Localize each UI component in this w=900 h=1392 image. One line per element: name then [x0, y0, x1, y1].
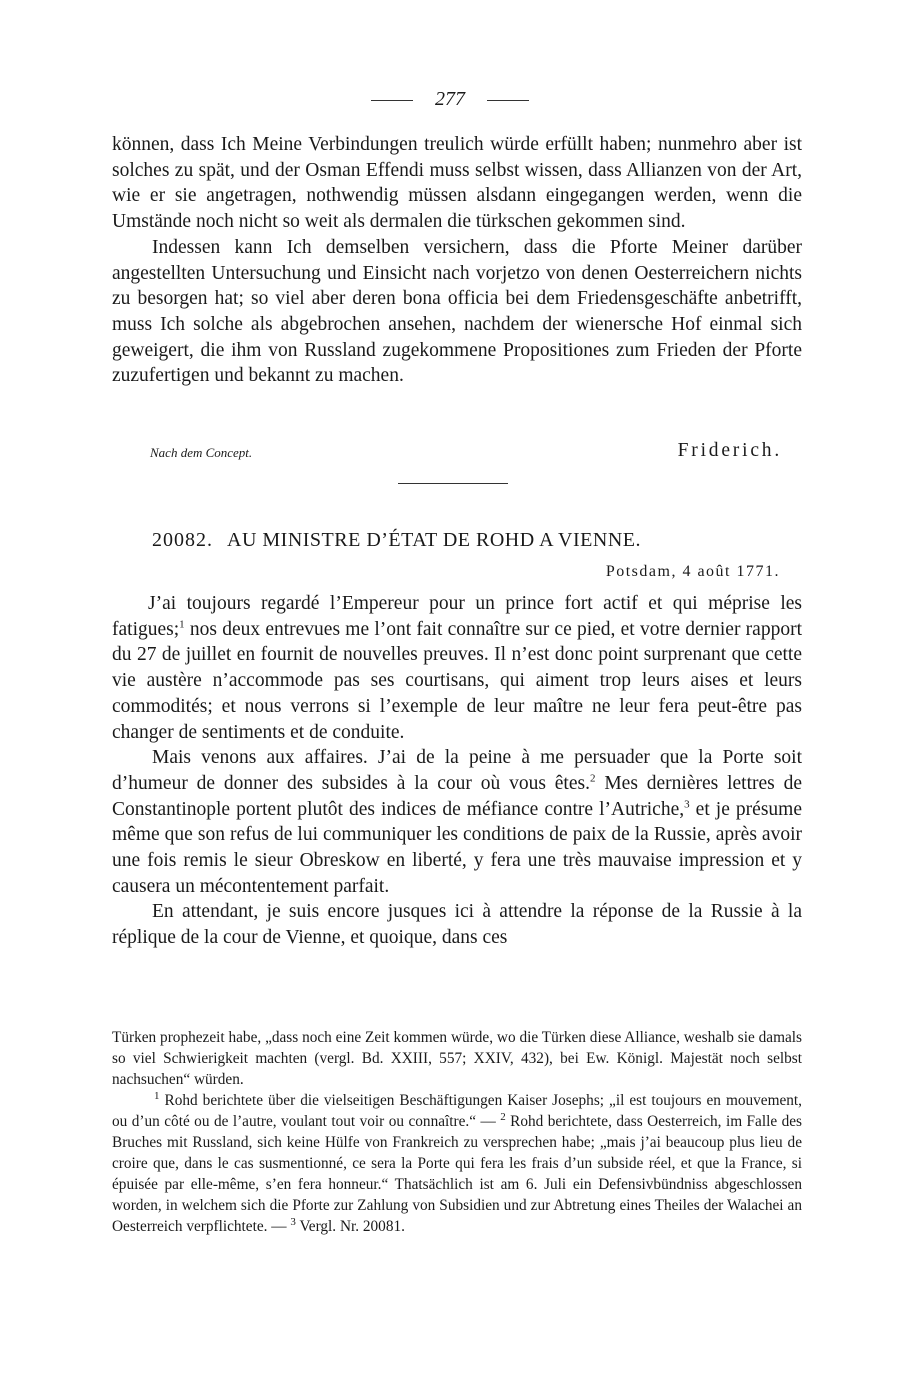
- footnote-ref: 1: [179, 618, 185, 631]
- header-rule-right: [487, 100, 529, 101]
- dateline: Potsdam, 4 août 1771.: [605, 563, 780, 580]
- footnote-continuation: Türken prophezeit habe, „dass noch eine Zeit kommen würde, wo die Türken diese Alliance, weshalb sie damals so viel Schwierigkeit machten (vergl. Bd. XXIII, 557; XXIV, 432), bei Ew. Königl. Majestät noch selbst nachsuchen“ würden.: [112, 1029, 802, 1088]
- paragraph: Indessen kann Ich demselben versichern, dass die Pforte Meiner darüber angestellten Untersuchung und Einsicht nach vorjetzo von denen Oesterreichern nichts zu besorgen hat; so viel aber deren bona officia bei dem Friedensgeschäfte anbetrifft, muss Ich solche als abgebrochen ansehen, nachdem der wienersche Hof einmal sich geweigert, die ihm von Russland zugekommene Propositiones zum Frieden der Pforte zuzufertigen und bekannt zu machen.: [112, 236, 802, 387]
- letter-continuation: [112, 132, 802, 389]
- footnote-mark: 1: [154, 1089, 160, 1102]
- section-divider: [398, 483, 508, 484]
- text-run: nos deux entrevues me l’ont fait connaître sur ce pied, et votre dernier rapport du 27 de juillet en fournit de nouvelles preuves. Il n’est donc point surprenant que cette vie austère n’accommode pas ses courtisans, qui aiment trop leurs aises et leurs commodités; et nous verrons si l’exemple de leur maître ne leur fera peut-être pas changer de sentiments et de conduite.: [112, 618, 802, 743]
- paragraph: [112, 591, 802, 745]
- footnote-ref: 2: [589, 772, 596, 785]
- paragraph: En attendant, je suis encore jusques ici à attendre la réponse de la Russie à la réplique de la cour de Vienne, et quoique, dans ces: [112, 901, 802, 949]
- page-number: 277: [435, 88, 465, 110]
- footnote-text: Rohd berichtete über die vielseitigen Beschäftigungen Kaiser Josephs; „il est toujours en mouvement, ou d’un côté ou de l’autre, voulant tout voir ou connaître.“ —: [112, 1092, 802, 1130]
- text-run: J’ai toujours regardé l’Empereur pour un prince fort actif et qui méprise les fatigues;: [112, 593, 802, 640]
- source-note: Nach dem Concept.: [150, 445, 253, 460]
- document-heading: [152, 529, 802, 552]
- paragraph: [112, 745, 802, 899]
- footnote-mark: 3: [290, 1215, 296, 1228]
- footnote-mark: 2: [500, 1110, 506, 1123]
- text-run: Mes dernières lettres de Constantinople portent plutôt des indices de méfiance contre l’Autriche,: [112, 772, 803, 820]
- footnote-ref: 3: [684, 798, 690, 811]
- footnote: [112, 1090, 802, 1237]
- footnote-text: Vergl. Nr. 20081.: [295, 1218, 405, 1235]
- signature: Friderich.: [677, 440, 782, 461]
- header-rule-left: [371, 100, 413, 101]
- page-header: [0, 88, 900, 116]
- footnote-text: Rohd berichtete, dass Oesterreich, im Falle des Bruches mit Russland, sich keine Hülfe von Frankreich zu versprechen habe; „mais j’ai beaucoup plus lieu de croire que, dans le cas susmentionné, ce sera la Porte qui fera les frais d’un subside réel, et que la France, si épuisée par elle-même, s’en fera honneur.“ Thatsächlich ist am 6. Juli ein Defensivbündniss abgeschlossen worden, in welchem sich die Pforte zur Zahlung von Subsidien und zur Abtretung eines Theiles der Walachei an Oesterreich verpflichtete. —: [112, 1113, 802, 1235]
- source-signature-line: [150, 440, 782, 464]
- letter-body: [112, 591, 802, 951]
- document-number: 20082.: [152, 529, 213, 551]
- footnotes: [112, 1027, 802, 1237]
- text-run: Mais venons aux affaires. J’ai de la peine à me persuader que la Porte soit d’humeur de donner des subsides à la cour où vous êtes.: [112, 747, 802, 794]
- text-run: et je présume même que son refus de lui communiquer les conditions de paix de la Russie, après avoir une fois remis le sieur Obreskow en liberté, y fera une très mauvaise impression et y causera un mécontentement parfait.: [112, 798, 802, 897]
- document-title: AU MINISTRE D’ÉTAT DE ROHD A VIENNE.: [227, 529, 641, 551]
- paragraph: können, dass Ich Meine Verbindungen treulich würde erfüllt haben; nunmehro aber ist solches zu spät, und der Osman Effendi muss selbst wissen, dass Allianzen von der Art, wie er sie angetragen, nothwendig müssen alsdann eingegangen werden, wenn die Umstände noch nicht so weit als dermalen die türkschen gekommen sind.: [112, 134, 802, 233]
